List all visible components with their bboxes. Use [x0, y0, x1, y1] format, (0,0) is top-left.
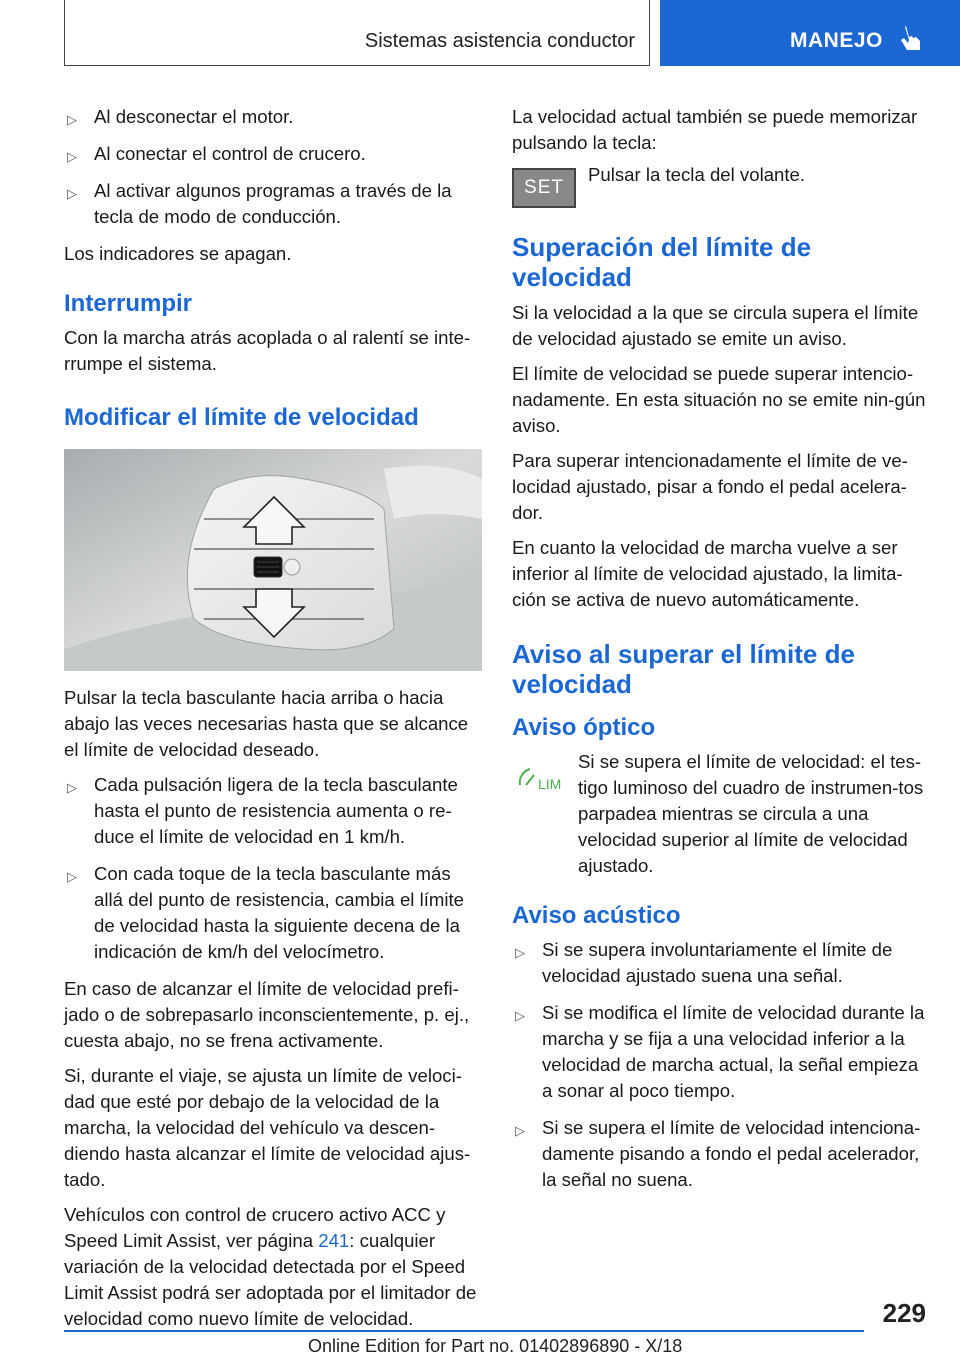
list-item: ▷ Con cada toque de la tecla basculante más allá del punto de resistencia, cambia el límite de velocidad hasta la siguiente decena de la indicación de km/h del velocímetro. [67, 863, 465, 962]
bullet-list-acustico [512, 937, 930, 1193]
paragraph-aviso-optico: Si se supera el límite de velocidad: el tes‐tigo luminoso del cuadro de instrumen‐tos parpadea mientras se circula a una velocidad superior al límite de velocidad ajustado. [578, 751, 924, 876]
heading-aviso-acustico: Aviso acústico [512, 902, 681, 929]
triangle-bullet-icon: ▷ [515, 1008, 525, 1023]
chapter-tab-label: MANEJO [790, 29, 883, 52]
list-item: ▷ Al desconectar el motor. [64, 104, 482, 130]
list-item: ▷ Si se modifica el límite de velocidad durante la marcha y se fija a una velocidad inferior a la velocidad de marcha actual, la señal empieza a sonar al poco tiempo. [515, 1002, 925, 1101]
steering-wheel-rocker-switch-image [64, 449, 482, 671]
heading-modificar-limite: Modificar el límite de velocidad [64, 404, 419, 431]
left-column [64, 104, 482, 1341]
paragraph-pulsar-tecla: Pulsar la tecla basculante hacia arriba o hacia abajo las veces necesarias hasta que se alcance el límite de velocidad deseado. [64, 687, 469, 760]
paragraph-interrumpir: Con la marcha atrás acoplada o al ralentí se inte‐rrumpe el sistema. [64, 327, 471, 374]
lim-warning-block [512, 749, 930, 879]
paragraph-superacion-2: El límite de velocidad se puede superar intencio‐nadamente. En esta situación no se emite nin‐gún aviso. [512, 363, 926, 436]
list-item: ▷ Cada pulsación ligera de la tecla basculante hasta el punto de resistencia aumenta o re‐duce el límite de velocidad en 1 km/h. [67, 774, 458, 847]
footer-edition: Online Edition for Part no. 01402896890 - X/18 [308, 1336, 683, 1356]
heading-superacion-limite: Superación del límite de velocidad [512, 232, 812, 292]
svg-text:LIM: LIM [538, 776, 562, 792]
heading-aviso-limite: Aviso al superar el límite de velocidad [512, 639, 855, 699]
set-instruction: Pulsar la tecla del volante. [588, 164, 806, 185]
speed-limit-warning-icon [516, 763, 572, 793]
paragraph-memorizar: La velocidad actual también se puede memorizar pulsando la tecla: [512, 106, 918, 153]
triangle-bullet-icon: ▷ [67, 780, 77, 795]
set-button-icon: SET [512, 168, 576, 208]
paragraph-prefijado: En caso de alcanzar el límite de velocidad prefi‐jado o de sobrepasarlo inconscientemente, p. ej., cuesta abajo, no se frena activamente. [64, 978, 470, 1051]
list-item: ▷ Al conectar el control de crucero. [64, 141, 482, 167]
paragraph-superacion-1: Si la velocidad a la que se circula supera el límite de velocidad ajustado se emite un aviso. [512, 302, 919, 349]
page-number: 229 [882, 1298, 926, 1328]
heading-interrumpir: Interrumpir [64, 290, 193, 317]
triangle-bullet-icon: ▷ [67, 186, 77, 201]
bullet-list-off [64, 104, 482, 230]
list-item: ▷ Si se supera involuntariamente el límite de velocidad ajustado suena una señal. [515, 939, 893, 986]
triangle-bullet-icon: ▷ [515, 1123, 525, 1138]
bullet-list-rocker [64, 772, 482, 965]
triangle-bullet-icon: ▷ [67, 869, 77, 884]
heading-aviso-optico: Aviso óptico [512, 714, 656, 741]
header-section-box [64, 0, 650, 66]
triangle-bullet-icon: ▷ [67, 149, 77, 164]
right-column [512, 104, 930, 1204]
paragraph-indicators: Los indicadores se apagan. [64, 243, 292, 264]
set-button-row [512, 162, 930, 206]
list-item: ▷ Si se supera el límite de velocidad intenciona‐damente pisando a fondo el pedal acelerador, la señal no suena. [515, 1117, 921, 1190]
paragraph-superacion-4: En cuanto la velocidad de marcha vuelve a ser inferior al límite de velocidad ajustado, la limita‐ción se activa de nuevo automáticamente. [512, 537, 903, 610]
paragraph-superacion-3: Para superar intencionadamente el límite de ve‐locidad ajustado, pisar a fondo el pedal acelera‐dor. [512, 450, 908, 523]
hand-pointer-icon [896, 24, 924, 54]
footer-divider [64, 1330, 864, 1332]
chapter-tab[interactable] [660, 0, 960, 66]
section-title: Sistemas asistencia conductor [364, 30, 635, 52]
paragraph-acc: Vehículos con control de crucero activo ACC y Speed Limit Assist, ver página 241: cualquier variación de la velocidad detectada por el Speed Limit Assist podrá ser adoptada por el limitador de velocidad como nuevo límite de velocidad. [64, 1204, 477, 1329]
list-item: ▷ Al activar algunos programas a través de la tecla de modo de conducción. [67, 180, 452, 227]
triangle-bullet-icon: ▷ [515, 945, 525, 960]
page-reference-link[interactable]: 241 [318, 1230, 350, 1251]
triangle-bullet-icon: ▷ [67, 112, 77, 127]
paragraph-viaje: Si, durante el viaje, se ajusta un límite de veloci‐dad que esté por debajo de la velocidad de la marcha, la velocidad del vehículo va descen‐diendo hasta alcanzar el límite de velocidad ajus‐tado. [64, 1065, 471, 1190]
